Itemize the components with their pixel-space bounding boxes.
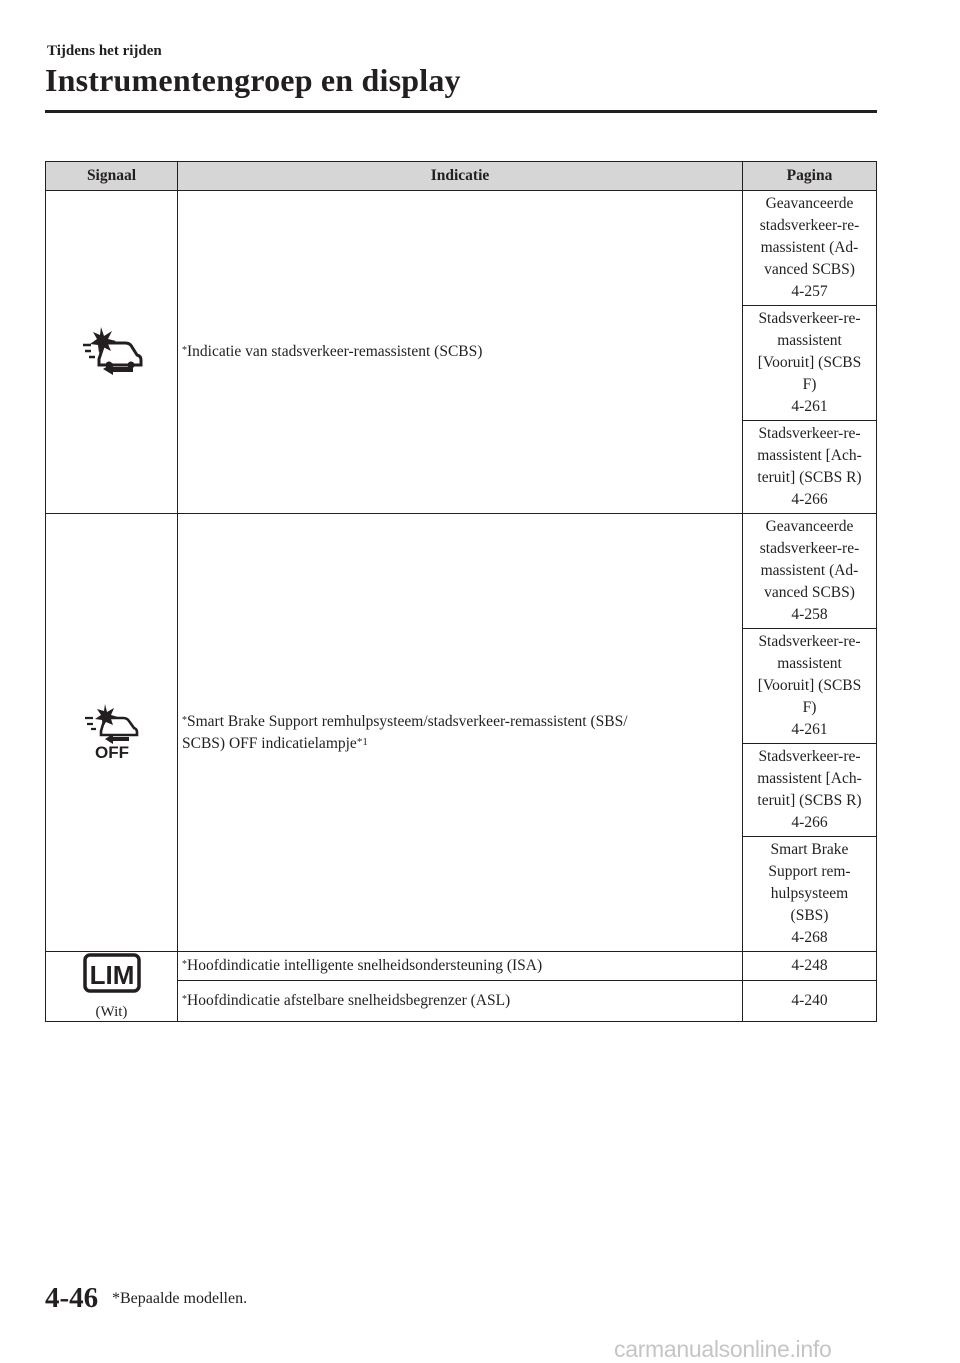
section-heading: Tijdens het rijden: [47, 43, 162, 59]
page-ref-line: massistent: [777, 655, 842, 672]
page-cell: [743, 744, 877, 837]
asterisk-mark: *: [182, 959, 187, 970]
signal-cell: [46, 952, 178, 1022]
page-ref-line: Support rem-: [768, 863, 851, 880]
page-number-ref: 4-248: [791, 957, 828, 974]
page-number-ref: 4-258: [791, 606, 828, 623]
page-ref-line: massistent (Ad-: [760, 562, 859, 579]
page-cell: [743, 191, 877, 306]
footnote: *Bepaalde modellen.: [112, 1290, 248, 1307]
page-ref-line: (SBS): [790, 907, 829, 924]
column-header-signal: Signaal: [46, 162, 178, 191]
page-cell: [743, 837, 877, 952]
page-number-ref: 4-266: [791, 491, 828, 508]
indication-cell: [178, 514, 743, 952]
signal-table: [45, 161, 877, 1022]
scbs-indicator-icon: [79, 325, 145, 380]
page-number-ref: 4-257: [791, 283, 828, 300]
indication-text: [182, 733, 742, 755]
indication-text: Indicatie van stadsverkeer-remassistent (SCBS): [187, 343, 483, 360]
table-header-row: [46, 162, 877, 191]
asterisk-mark: *: [182, 714, 187, 726]
page-ref-line: Stadsverkeer-re-: [758, 310, 861, 327]
indication-text: Hoofdindicatie afstelbare snelheidsbegrenzer (ASL): [187, 992, 511, 1009]
page-ref-line: massistent (Ad-: [760, 239, 859, 256]
lim-label: LIM: [89, 959, 134, 990]
page-ref-line: [Vooruit] (SCBS: [757, 354, 862, 371]
page-number-ref: 4-240: [791, 992, 828, 1009]
table-row: [46, 952, 877, 981]
page-number-ref: 4-266: [791, 814, 828, 831]
off-label: OFF: [94, 743, 129, 758]
signal-cell: [46, 514, 178, 952]
page-ref-line: Stadsverkeer-re-: [758, 633, 861, 650]
sbs-scbs-off-icon: [79, 702, 145, 763]
page-ref-line: Geavanceerde: [765, 195, 854, 212]
page-ref-line: stadsverkeer-re-: [759, 540, 860, 557]
page-number-ref: 4-261: [791, 398, 828, 415]
indication-cell: [178, 191, 743, 514]
page-number-ref: 4-268: [791, 929, 828, 946]
page-number-ref: 4-261: [791, 721, 828, 738]
page-ref-line: massistent [Ach-: [757, 447, 862, 464]
asterisk-mark: *: [182, 994, 187, 1005]
page-number: 4-46: [45, 1282, 99, 1314]
table-row: [46, 514, 877, 629]
indication-cell: [178, 952, 743, 981]
signal-cell: [46, 191, 178, 514]
indication-text: [182, 711, 742, 733]
page-cell: [743, 421, 877, 514]
page-cell: [743, 981, 877, 1022]
lim-icon: [83, 953, 141, 998]
indication-cell: [178, 981, 743, 1022]
page-cell: [743, 629, 877, 744]
page-ref-line: Stadsverkeer-re-: [758, 425, 861, 442]
page-title: Instrumentengroep en display: [45, 62, 461, 98]
page-cell: [743, 952, 877, 981]
page-ref-line: Smart Brake: [770, 841, 849, 858]
page-ref-line: F): [802, 699, 817, 716]
page-cell: [743, 306, 877, 421]
page-ref-line: Stadsverkeer-re-: [758, 748, 861, 765]
page-ref-line: Geavanceerde: [765, 518, 854, 535]
page-cell: [743, 514, 877, 629]
page-ref-line: hulpsysteem: [770, 885, 849, 902]
page-ref-line: [Vooruit] (SCBS: [757, 677, 862, 694]
footnote-ref: *1: [356, 735, 368, 748]
indication-text: Hoofdindicatie intelligente snelheidsondersteuning (ISA): [187, 957, 543, 974]
title-rule: [45, 110, 877, 113]
icon-color-caption: (Wit): [95, 1003, 128, 1020]
page-ref-line: vanced SCBS): [764, 584, 855, 601]
asterisk-mark: *: [182, 345, 187, 356]
indication-line: SCBS) OFF indicatielampje: [182, 734, 357, 752]
column-header-page: Pagina: [743, 162, 877, 191]
page-ref-line: F): [802, 376, 817, 393]
watermark: carmanualsonline.info: [614, 1336, 832, 1362]
page-ref-line: stadsverkeer-re-: [759, 217, 860, 234]
page-ref-line: massistent [Ach-: [757, 770, 862, 787]
page-ref-line: teruit] (SCBS R): [757, 792, 862, 809]
indication-line: Smart Brake Support remhulpsysteem/stadsverkeer-remassistent (SBS/: [187, 712, 628, 730]
table-row: [46, 191, 877, 306]
page-ref-line: massistent: [777, 332, 842, 349]
column-header-indication: Indicatie: [178, 162, 743, 191]
page-ref-line: vanced SCBS): [764, 261, 855, 278]
page-ref-line: teruit] (SCBS R): [757, 469, 862, 486]
